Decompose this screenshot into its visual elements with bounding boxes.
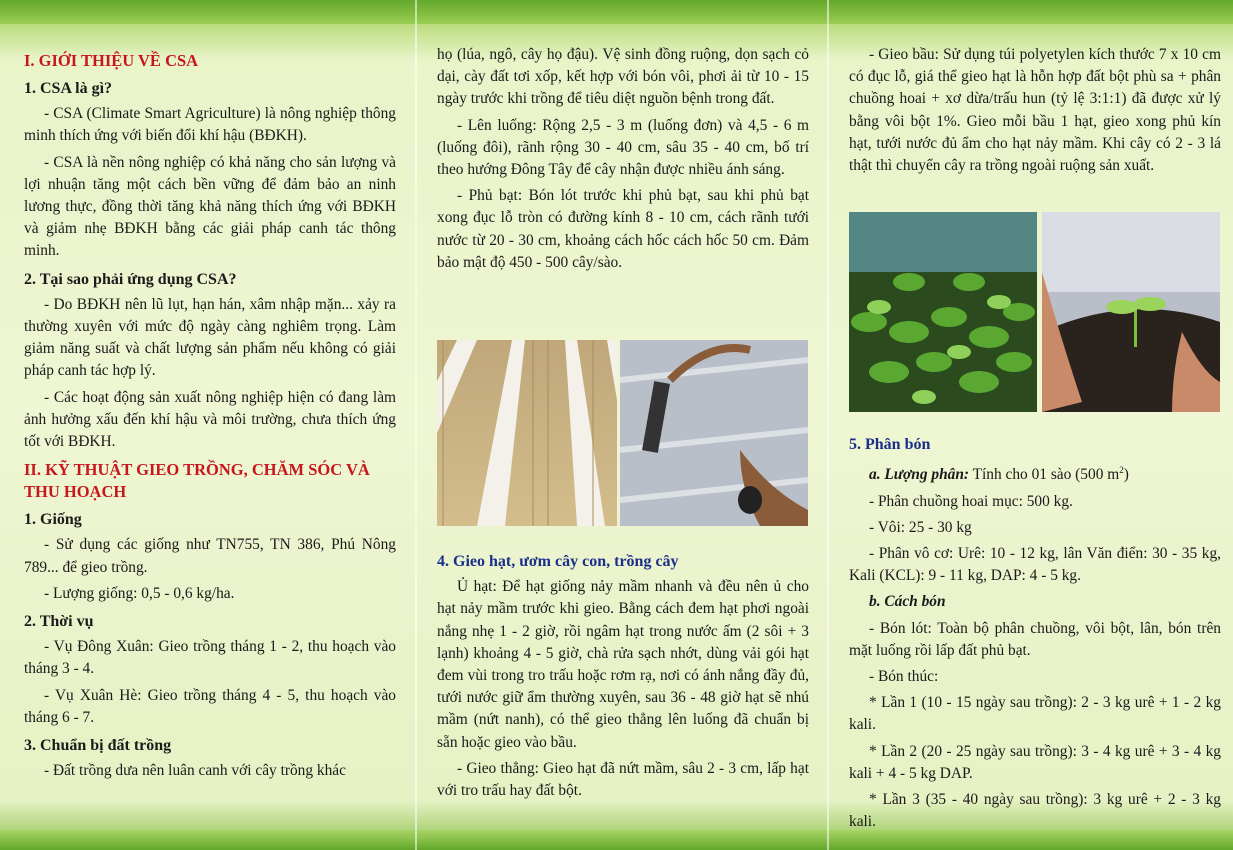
paragraph: - Phủ bạt: Bón lót trước khi phủ bạt, sau khi phủ bạt xong đục lỗ tròn có đường kính 8 - 10 cm, cách rãnh tưới nước từ 20 - 30 cm, khoảng cách hốc cách hốc 50 cm. Đảm bảo mật độ 450 - 500 cây/sào. — [437, 187, 809, 271]
paragraph: - Đất trồng dưa nên luân canh với cây trồng khác — [44, 762, 346, 780]
amount-close: ) — [1123, 466, 1129, 484]
paragraph: - Gieo thẳng: Gieo hạt đã nứt mầm, sâu 2 - 3 cm, lấp hạt với tro trấu hay đất bột. — [437, 759, 809, 800]
photo-mulched-beds — [437, 340, 617, 526]
heading-soil-prep: 3. Chuẩn bị đất trồng — [24, 737, 172, 755]
paragraph: - Lượng giống: 0,5 - 0,6 kg/ha. — [44, 584, 235, 602]
photo-transplanting — [1042, 212, 1220, 412]
section-title-intro: I. GIỚI THIỆU VỀ CSA — [24, 51, 199, 70]
panel-middle-lower — [437, 545, 809, 806]
heading-csa-what: 1. CSA là gì? — [24, 80, 113, 97]
amount-sup: 2 — [1119, 465, 1124, 476]
amount-text: Tính cho 01 sào (500 m — [972, 466, 1120, 484]
section-title-techniques: II. KỸ THUẬT GIEO TRỒNG, CHĂM SÓC VÀ THU HOẠCH — [24, 460, 370, 502]
paragraph: * Lần 3 (35 - 40 ngày sau trồng): 3 kg urê + 2 - 3 kg kali. — [849, 790, 1221, 831]
paragraph: - Vụ Đông Xuân: Gieo trồng tháng 1 - 2, thu hoạch vào tháng 3 - 4. — [24, 638, 396, 678]
paragraph: - Lên luống: Rộng 2,5 - 3 m (luống đơn) và 4,5 - 6 m (luống đôi), rãnh rộng 30 - 40 cm, sâu 35 - 40 cm, bố trí theo hướng Đông Tây để cây nhận được nhiều ánh sáng. — [437, 116, 809, 179]
paragraph: - Gieo bầu: Sử dụng túi polyetylen kích thước 7 x 10 cm có đục lỗ, giá thể gieo hạt là hỗn hợp đất bột phù sa + phân chuồng hoai + xơ dừa/trấu hun (tỷ lệ 3:1:1) đã được xử lý bằng vôi bột 1%. Gieo mỗi bầu 1 hạt, gieo xong phủ kín hạt, tưới nước đủ ẩm cho hạt nảy mầm. Khi cây có 2 - 3 lá thật thì chuyển cây ra trồng ngoài ruộng sản xuất. — [849, 46, 1221, 175]
paragraph: - CSA (Climate Smart Agriculture) là nông nghiệp thông minh thích ứng với biến đổi khí hậu (BĐKH). — [24, 105, 396, 145]
panel-left — [24, 44, 396, 786]
paragraph: * Lần 1 (10 - 15 ngày sau trồng): 2 - 3 kg urê + 1 - 2 kg kali. — [849, 694, 1221, 734]
fold-line — [415, 0, 417, 850]
fold-line — [827, 0, 829, 850]
paragraph: - Do BĐKH nên lũ lụt, hạn hán, xâm nhập mặn... xảy ra thường xuyên với mức độ ngày càng nghiêm trọng. Làm giảm năng suất và chất lượng sản phẩm nếu không có giải pháp canh tác hợp lý. — [24, 295, 396, 380]
paragraph: * Lần 2 (20 - 25 ngày sau trồng): 3 - 4 kg urê + 3 - 4 kg kali + 4 - 5 kg DAP. — [849, 742, 1221, 782]
panel-middle — [437, 44, 809, 278]
fertilizer-amount-line — [849, 459, 1221, 486]
heading-season: 2. Thời vụ — [24, 613, 94, 631]
paragraph: - Phân vô cơ: Urê: 10 - 12 kg, lân Văn điển: 30 - 35 kg, Kali (KCL): 9 - 11 kg, DAP: 4 - 5 kg. — [849, 544, 1221, 585]
paragraph: - Vôi: 25 - 30 kg — [869, 518, 972, 536]
heading-why-csa: 2. Tại sao phải ứng dụng CSA? — [24, 270, 237, 288]
paragraph: - Phân chuồng hoai mục: 500 kg. — [869, 492, 1073, 510]
panel-right-lower — [849, 428, 1221, 837]
heading-fertilizer: 5. Phân bón — [849, 436, 931, 453]
subheading-amount: a. Lượng phân: — [869, 466, 970, 484]
paragraph: - Bón thúc: — [869, 667, 939, 685]
paragraph: - Vụ Xuân Hè: Gieo trồng tháng 4 - 5, thu hoạch vào tháng 6 - 7. — [24, 686, 396, 726]
photo-seedlings — [849, 212, 1037, 412]
panel-right — [849, 44, 1221, 181]
photo-punching-holes — [620, 340, 808, 526]
heading-variety: 1. Giống — [24, 511, 82, 529]
heading-sowing: 4. Gieo hạt, ươm cây con, trồng cây — [437, 553, 679, 570]
paragraph: - CSA là nền nông nghiệp có khả năng cho sản lượng và lợi nhuận tăng một cách bền vững để đảm bảo an ninh lương thực, đồng thời tăng khả năng thích ứng với BĐKH và giảm nhẹ BĐKH bằng các giải pháp canh tác thông minh. — [24, 153, 396, 260]
subheading-method: b. Cách bón — [869, 593, 946, 611]
paragraph: - Sử dụng các giống như TN755, TN 386, Phú Nông 789... để gieo trồng. — [24, 536, 396, 576]
paragraph: - Các hoạt động sản xuất nông nghiệp hiện có đang làm ảnh hưởng xấu đến khí hậu và môi trường, chưa thích ứng tốt với BĐKH. — [24, 388, 396, 451]
paragraph: họ (lúa, ngô, cây họ đậu). Vệ sinh đồng ruộng, dọn sạch cỏ dại, cày đất tơi xốp, kết hợp với bón vôi, phơi ải từ 10 - 15 ngày trước khi trồng để tiêu diệt nguồn bệnh trong đất. — [437, 46, 809, 108]
top-green-band — [0, 0, 1233, 24]
paragraph: Ủ hạt: Để hạt giống nảy mầm nhanh và đều nên ủ cho hạt nảy mầm trước khi gieo. Bằng cách đem hạt phơi ngoài nắng nhẹ 1 - 2 giờ, rồi ngâm hạt trong nước ấm (2 sôi + 3 lạnh) khoảng 4 - 5 giờ, chà rửa sạch nhớt, dùng vải gói hạt đem vùi trong tro trấu hoặc rơm rạ, nơi có ánh nắng đầy đủ, tưới nước giữ ẩm thường xuyên, sau 36 - 48 giờ hạt sẽ nhú mầm (nứt nanh), có thể gieo thẳng lên luống đã chuẩn bị sẵn hoặc gieo vào bầu. — [437, 578, 809, 751]
paragraph: - Bón lót: Toàn bộ phân chuồng, vôi bột, lân, bón trên mặt luống rồi lấp đất phủ bạt. — [849, 619, 1221, 659]
